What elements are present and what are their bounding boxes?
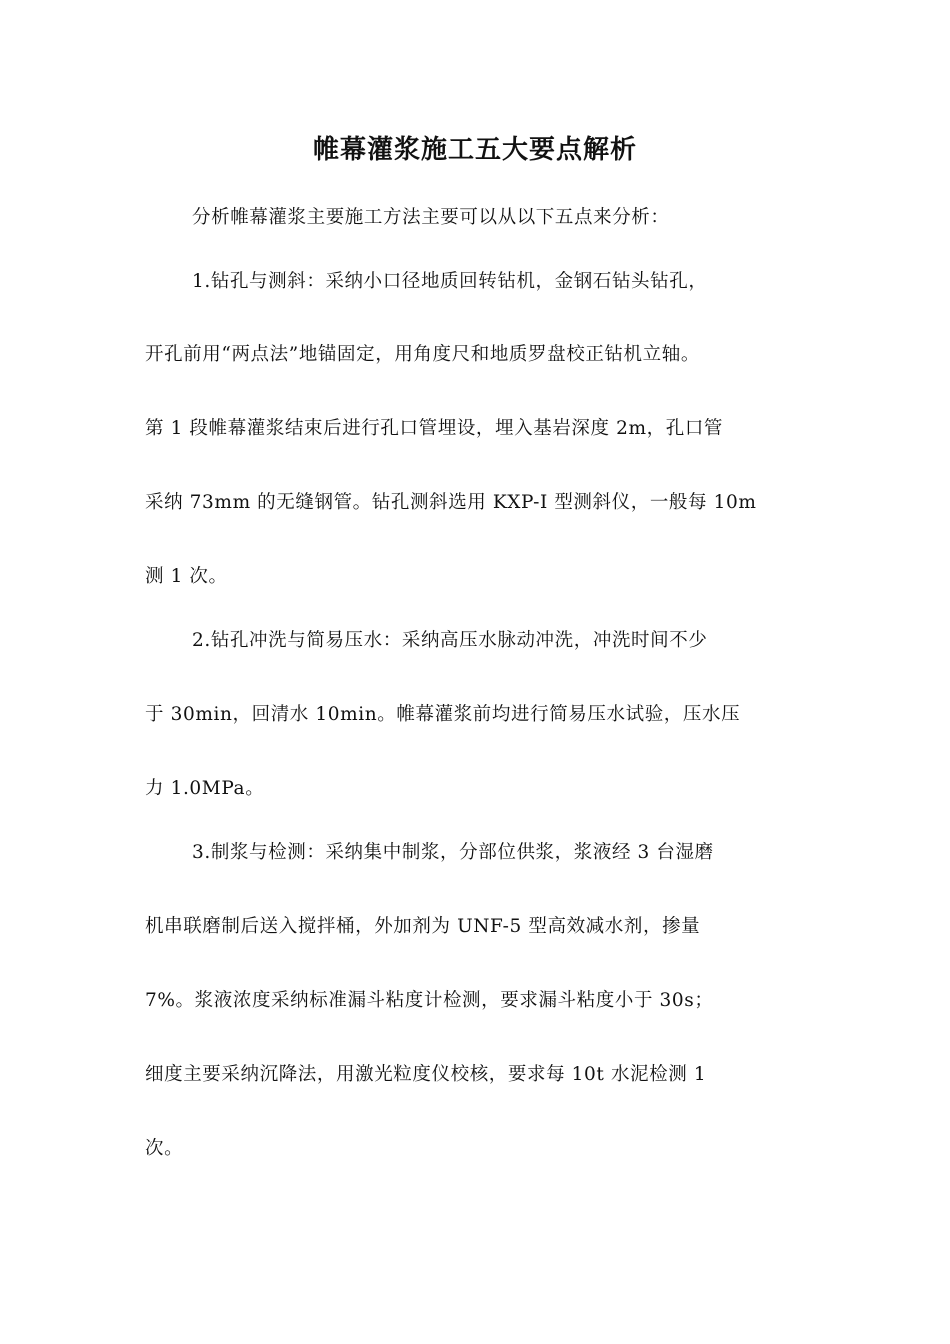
- paragraph-1-line-4: 采纳 73mm 的无缝钢管。钻孔测斜选用 KXP-Ⅰ 型测斜仪，一般每 10m: [145, 492, 757, 513]
- paragraph-3-line-2: 机串联磨制后送入搅拌桶，外加剂为 UNF-5 型高效减水剂，掺量: [145, 916, 701, 937]
- paragraph-1-line-2: 开孔前用“两点法”地锚固定，用角度尺和地质罗盘校正钻机立轴。: [145, 344, 700, 365]
- paragraph-2-line-1: 2.钻孔冲洗与简易压水：采纳高压水脉动冲洗，冲洗时间不少: [192, 630, 708, 651]
- paragraph-1-line-3: 第 1 段帷幕灌浆结束后进行孔口管埋设，埋入基岩深度 2m，孔口管: [145, 418, 724, 439]
- paragraph-3-line-3: 7%。浆液浓度采纳标准漏斗粘度计检测，要求漏斗粘度小于 30s；: [145, 990, 714, 1011]
- paragraph-1-line-1: 1.钻孔与测斜：采纳小口径地质回转钻机，金钢石钻头钻孔，: [192, 271, 708, 292]
- paragraph-intro: 分析帷幕灌浆主要施工方法主要可以从以下五点来分析：: [192, 207, 670, 228]
- paragraph-3-line-1: 3.制浆与检测：采纳集中制浆，分部位供浆，浆液经 3 台湿磨: [192, 842, 714, 863]
- paragraph-1-line-5: 测 1 次。: [145, 566, 228, 587]
- paragraph-2-line-3: 力 1.0MPa。: [145, 778, 265, 799]
- document-title: 帷幕灌浆施工五大要点解析: [312, 135, 637, 165]
- paragraph-3-line-5: 次。: [145, 1138, 184, 1159]
- paragraph-3-line-4: 细度主要采纳沉降法，用激光粒度仪校核，要求每 10t 水泥检测 1: [145, 1064, 707, 1085]
- paragraph-2-line-2: 于 30min，回清水 10min。帷幕灌浆前均进行简易压水试验，压水压: [145, 704, 741, 725]
